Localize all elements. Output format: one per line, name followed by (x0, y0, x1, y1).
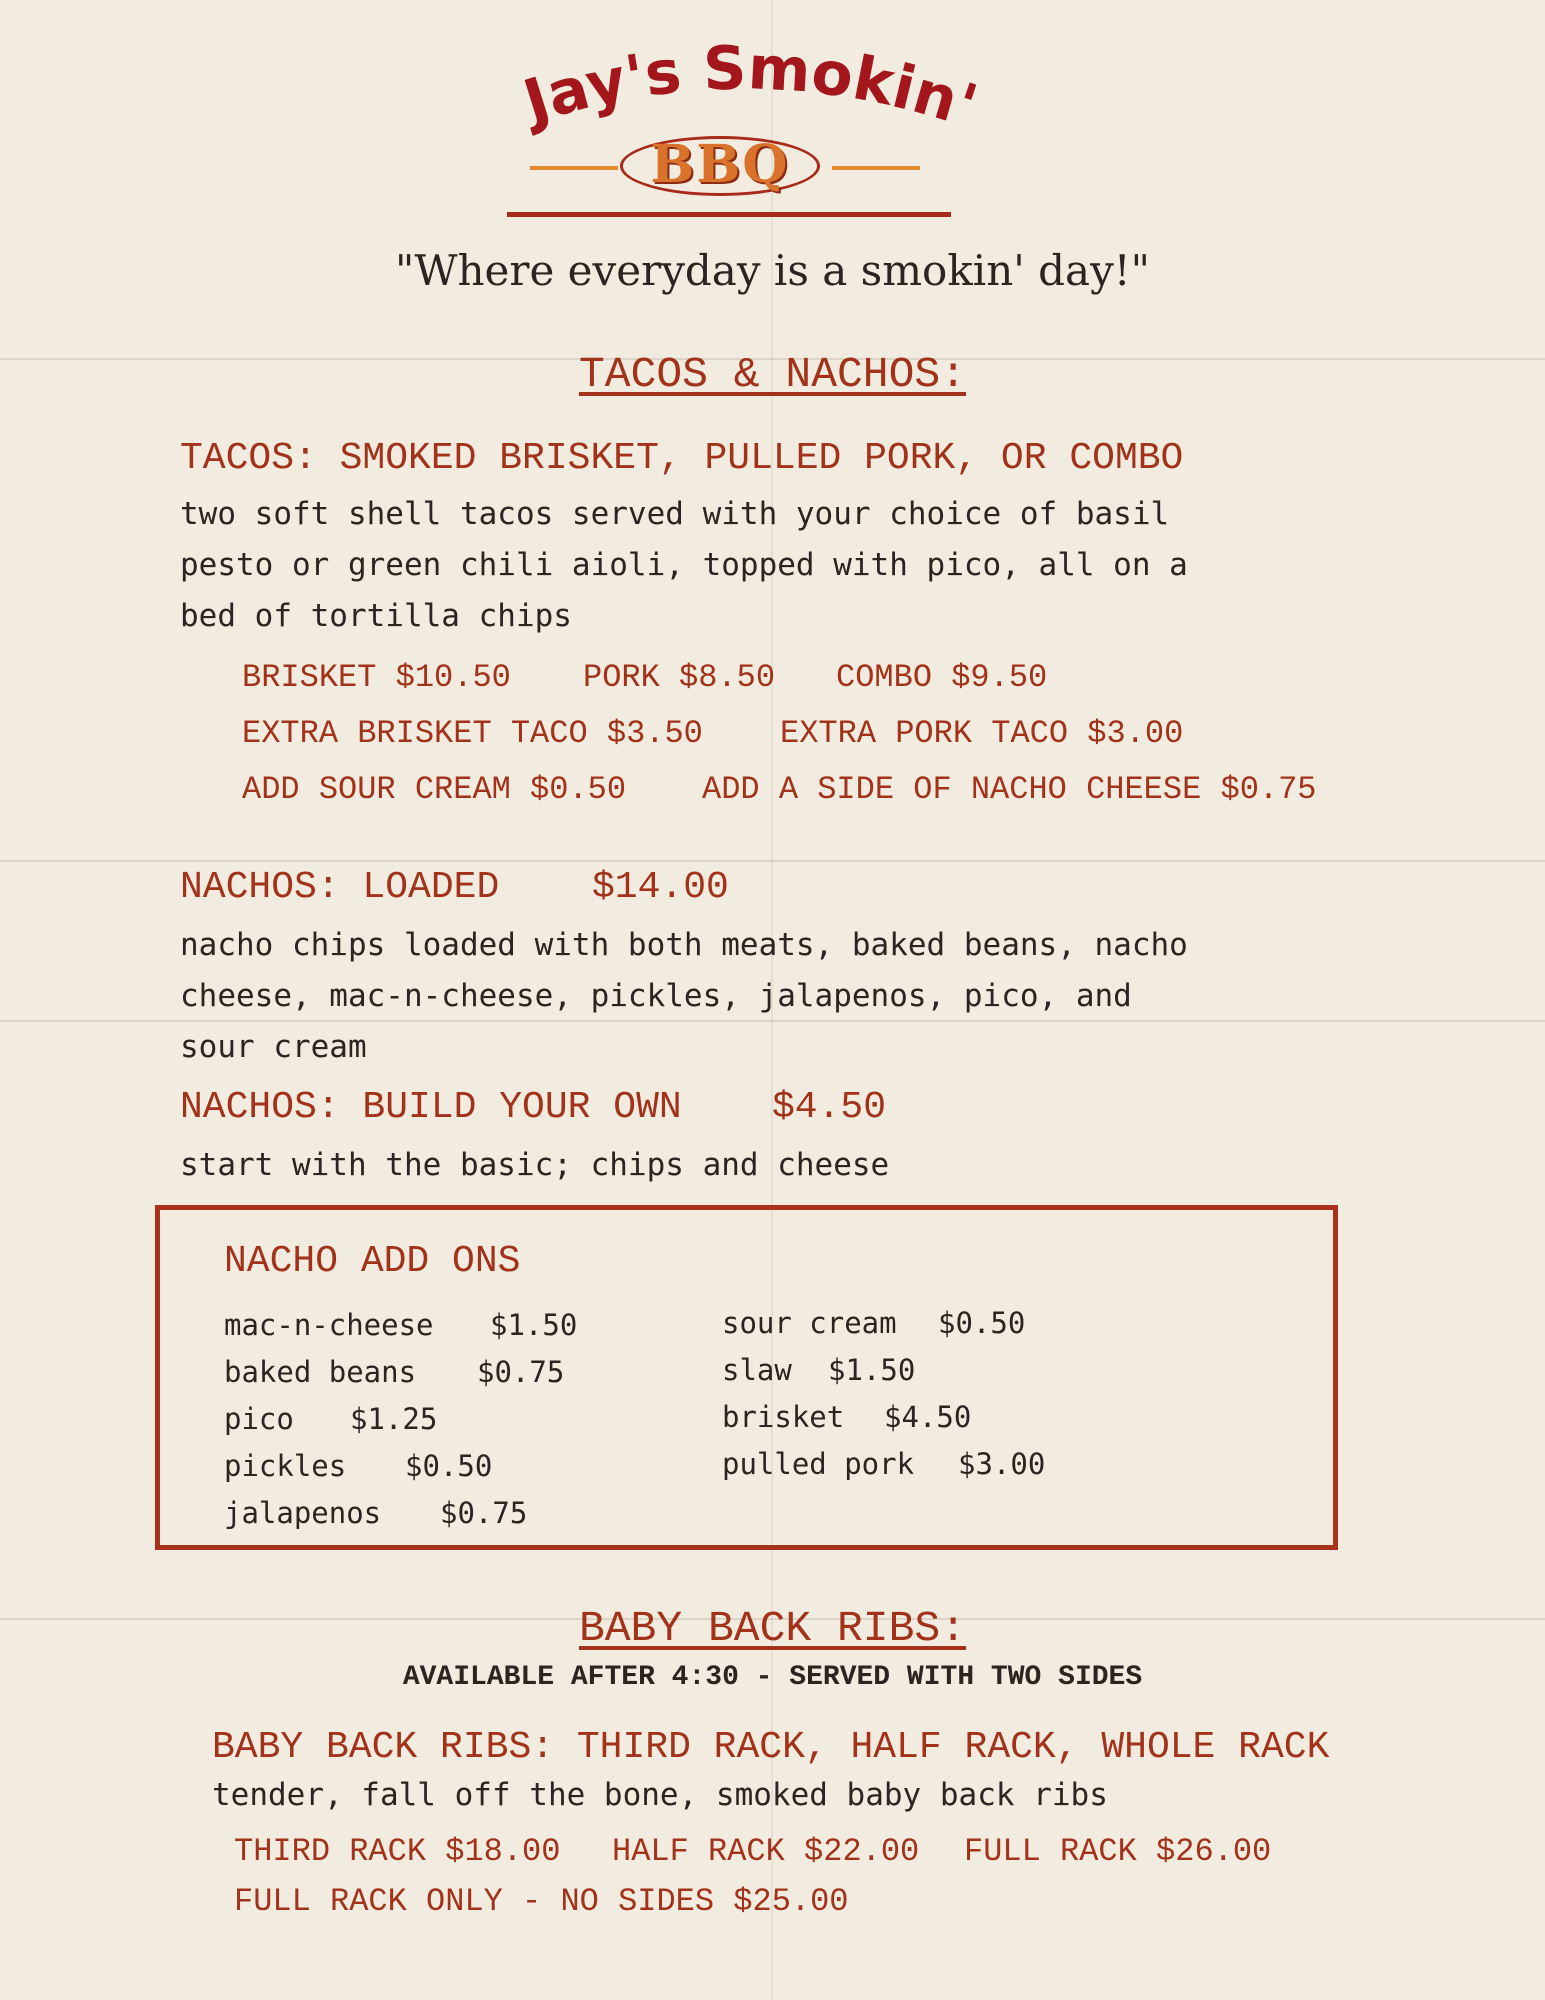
nachos-byo-desc: start with the basic; chips and cheese (180, 1147, 890, 1183)
logo-title (490, 30, 1010, 140)
addon-name: pico (224, 1402, 294, 1436)
section-heading-ribs: BABY BACK RIBS: (578, 1604, 967, 1653)
nachos-loaded-price: $14.00 (592, 866, 729, 909)
price-sour-cream: ADD SOUR CREAM $0.50 (242, 771, 627, 808)
addon-name: brisket (722, 1400, 845, 1434)
nacho-addons-heading: NACHO ADD ONS (224, 1240, 521, 1283)
price-full-rack: FULL RACK $26.00 (964, 1833, 1272, 1870)
ribs-subheading: AVAILABLE AFTER 4:30 - SERVED WITH TWO SIDES (402, 1662, 1143, 1693)
addon-price: $1.25 (350, 1402, 438, 1436)
addon-price: $4.50 (884, 1400, 972, 1434)
price-extra-brisket: EXTRA BRISKET TACO $3.50 (242, 715, 703, 752)
addon-name: sour cream (722, 1306, 897, 1340)
price-full-rack-no-sides: FULL RACK ONLY - NO SIDES $25.00 (234, 1883, 849, 1920)
section-heading-tacos-nachos: TACOS & NACHOS: (578, 350, 967, 399)
price-pork: PORK $8.50 (583, 659, 776, 696)
nachos-loaded-desc-line-3: sour cream (180, 1029, 367, 1065)
logo-name: Jay's Smokin' (515, 33, 986, 140)
price-extra-pork: EXTRA PORK TACO $3.00 (780, 715, 1184, 752)
ribs-title: BABY BACK RIBS: THIRD RACK, HALF RACK, WHOLE RACK (212, 1726, 1330, 1769)
tacos-title: TACOS: SMOKED BRISKET, PULLED PORK, OR COMBO (180, 437, 1184, 480)
ribs-desc: tender, fall off the bone, smoked baby back ribs (212, 1777, 1108, 1813)
addon-price: $0.50 (938, 1306, 1026, 1340)
tagline: "Where everyday is a smokin' day!" (395, 246, 1150, 295)
addon-name: jalapenos (224, 1496, 382, 1530)
logo-underline (507, 212, 951, 217)
logo-dash-right (832, 166, 920, 170)
tacos-desc-line-1: two soft shell tacos served with your choice of basil (180, 496, 1170, 532)
nachos-byo-price: $4.50 (772, 1086, 887, 1129)
addon-price: $0.50 (405, 1449, 493, 1483)
nachos-loaded-desc-line-2: cheese, mac-n-cheese, pickles, jalapenos, pico, and (180, 978, 1132, 1014)
tacos-desc-line-2: pesto or green chili aioli, topped with pico, all on a (180, 547, 1188, 583)
price-combo: COMBO $9.50 (836, 659, 1048, 696)
addon-price: $0.75 (440, 1496, 528, 1530)
nachos-loaded-desc-line-1: nacho chips loaded with both meats, baked beans, nacho (180, 927, 1188, 963)
price-half-rack: HALF RACK $22.00 (612, 1833, 920, 1870)
addon-name: baked beans (224, 1355, 417, 1389)
addon-price: $1.50 (490, 1308, 578, 1342)
addon-price: $3.00 (958, 1447, 1046, 1481)
logo-dash-left (530, 166, 618, 170)
logo-badge-text: BBQ (650, 134, 790, 195)
addon-name: pickles (224, 1449, 347, 1483)
tacos-desc-line-3: bed of tortilla chips (180, 598, 572, 634)
price-third-rack: THIRD RACK $18.00 (234, 1833, 561, 1870)
svg-text:Jay's Smokin' (512, 33, 985, 140)
nachos-byo-title: NACHOS: BUILD YOUR OWN (180, 1086, 682, 1129)
addon-name: pulled pork (722, 1447, 915, 1481)
addon-name: slaw (722, 1353, 792, 1387)
addon-name: mac-n-cheese (224, 1308, 434, 1342)
addon-price: $0.75 (477, 1355, 565, 1389)
price-nacho-cheese: ADD A SIDE OF NACHO CHEESE $0.75 (702, 771, 1317, 808)
price-brisket: BRISKET $10.50 (242, 659, 511, 696)
addon-price: $1.50 (828, 1353, 916, 1387)
nachos-loaded-title: NACHOS: LOADED (180, 866, 500, 909)
